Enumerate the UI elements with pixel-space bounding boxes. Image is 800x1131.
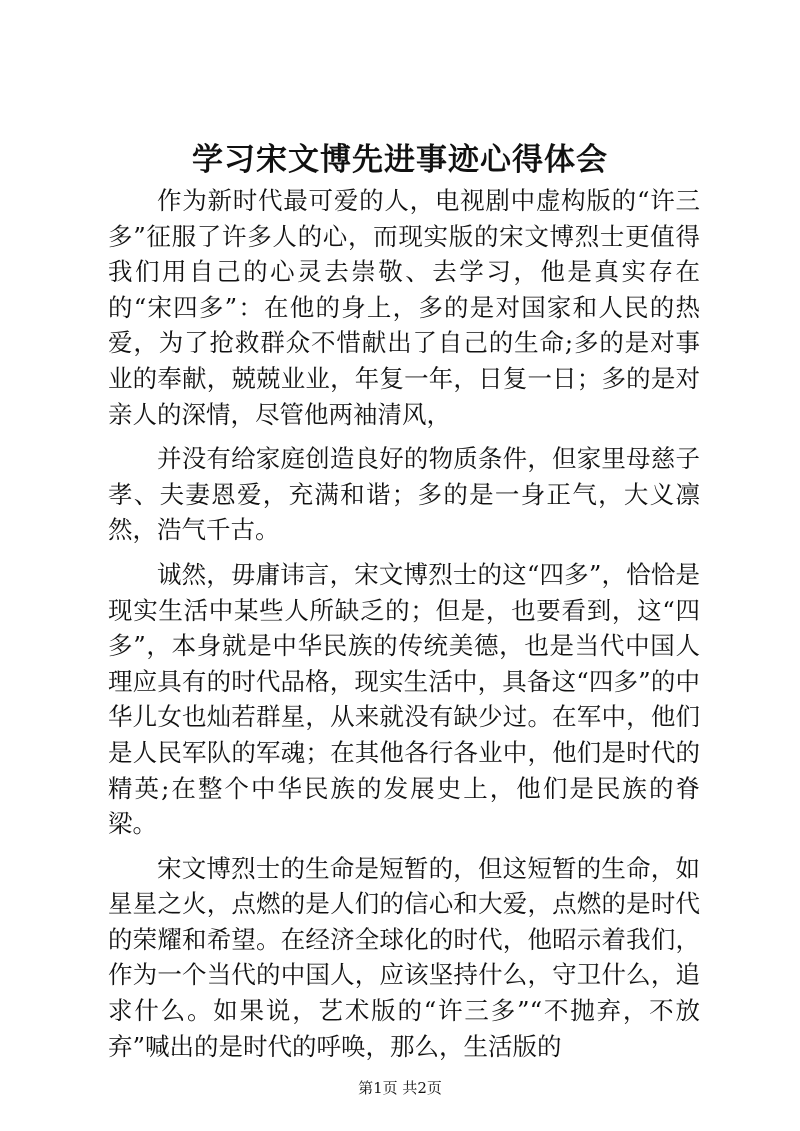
paragraph: 宋文博烈士的生命是短暂的，但这短暂的生命，如星星之火，点燃的是人们的信心和大爱，点燃的是时代的荣耀和希望。在经济全球化的时代，他昭示着我们，作为一个当代的中国人，应该坚持什么，守卫什么，追求什么。如果说，艺术版的“许三多”“不抛弃，不放弃”喊出的是时代的呼唤，那么，生活版的 (108, 853, 700, 1061)
paragraph: 诚然，毋庸讳言，宋文博烈士的这“四多”，恰恰是现实生活中某些人所缺乏的；但是，也要看到，这“四多”，本身就是中华民族的传统美德，也是当代中国人理应具有的时代品格，现实生活中，具备这“四多”的中华儿女也灿若群星，从来就没有缺少过。在军中，他们是人民军队的军魂；在其他各行各业中，他们是时代的精英;在整个中华民族的发展史上，他们是民族的脊梁。 (108, 559, 700, 839)
paragraph: 作为新时代最可爱的人，电视剧中虚构版的“许三多”征服了许多人的心，而现实版的宋文博烈士更值得我们用自己的心灵去崇敬、去学习，他是真实存在的“宋四多”：在他的身上，多的是对国家和人民的热爱，为了抢救群众不惜献出了自己的生命;多的是对事业的奉献，兢兢业业，年复一年，日复一日；多的是对亲人的深情，尽管他两袖清风， (108, 186, 700, 429)
document-body (108, 183, 700, 1064)
document-title: 学习宋文博先进事迹心得体会 (192, 142, 608, 178)
paragraph: 并没有给家庭创造良好的物质条件，但家里母慈子孝、夫妻恩爱，充满和谐；多的是一身正气，大义凛然，浩气千古。 (108, 444, 700, 545)
page-number-footer: 第1页 共2页 (358, 1079, 442, 1097)
